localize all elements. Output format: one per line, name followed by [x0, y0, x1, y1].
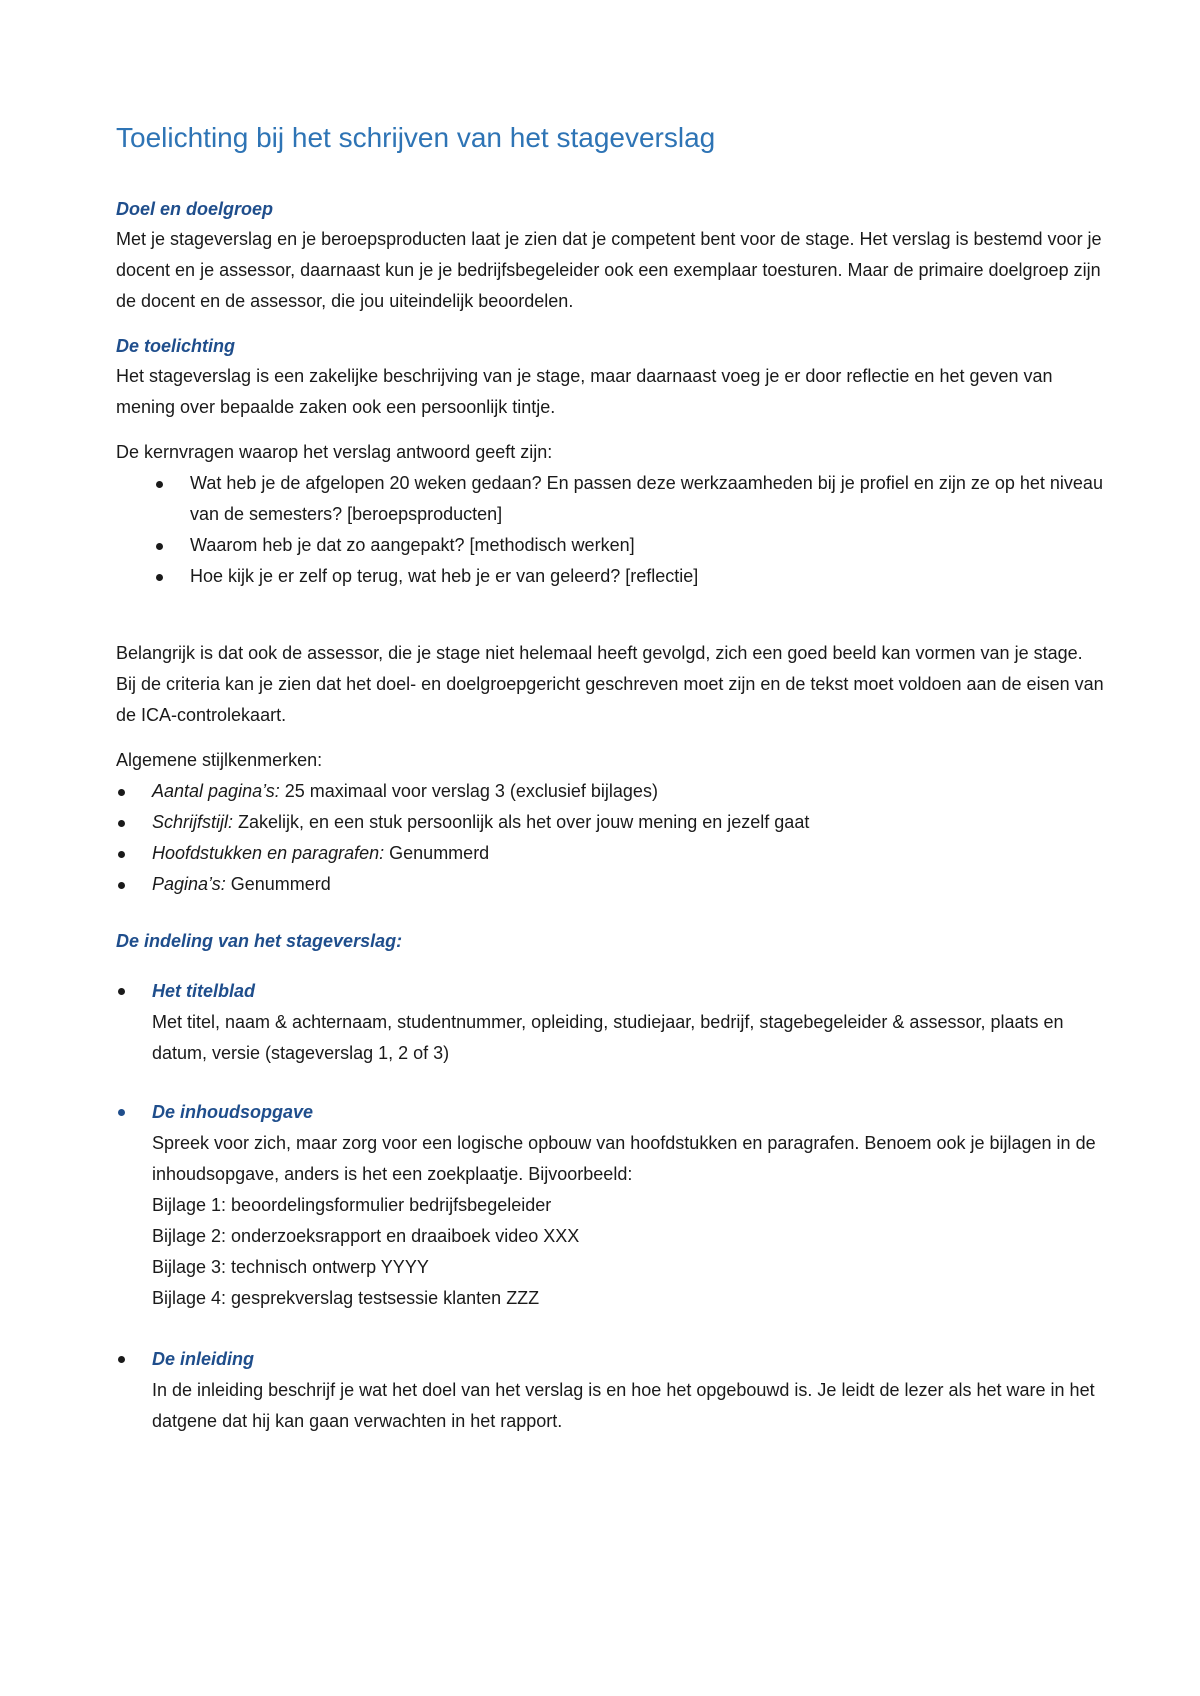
item-value: Genummerd — [384, 843, 490, 863]
section-titelblad — [116, 976, 1104, 1069]
stijl-intro: Algemene stijlkenmerken: — [116, 750, 323, 770]
item-label: Schrijfstijl: — [152, 812, 234, 832]
section-heading: De inleiding — [152, 1349, 255, 1369]
bullet-icon — [118, 1109, 125, 1116]
item-value: Zakelijk, en een stuk persoonlijk als het over jouw mening en jezelf gaat — [233, 812, 810, 832]
item-value: Genummerd — [225, 874, 331, 894]
section-text: Met titel, naam & achternaam, studentnummer, opleiding, studiejaar, bedrijf, stagebegeleider & assessor, plaats en datum, versie (stageverslag 1, 2 of 3) — [152, 1012, 1064, 1063]
section-text: In de inleiding beschrijf je wat het doel van het verslag is en hoe het opgebouwd is. Je leidt de lezer als het ware in het datgene dat hij kan gaan verwachten in het rapport. — [152, 1380, 1095, 1431]
list-item: Waarom heb je dat zo aangepakt? [methodisch werken] — [116, 530, 1104, 561]
list-item — [116, 869, 1104, 900]
section-inhoudsopgave — [116, 1097, 1104, 1314]
item-label: Aantal pagina’s: — [152, 781, 280, 801]
paragraph-toelichting: Het stageverslag is een zakelijke beschrijving van je stage, maar daarnaast voeg je er door reflectie en het geven van mening over bepaalde zaken ook een persoonlijk tintje. — [116, 366, 1053, 417]
heading-doel: Doel en doelgroep — [116, 199, 274, 219]
stijlkenmerken-list — [116, 776, 1104, 900]
bijlage-line: Bijlage 2: onderzoeksrapport en draaiboek video XXX — [152, 1226, 580, 1246]
section-text: Spreek voor zich, maar zorg voor een logische opbouw van hoofdstukken en paragrafen. Benoem ook je bijlagen in de inhoudsopgave, anders is het een zoekplaatje. Bijvoorbeeld: — [152, 1133, 1096, 1184]
paragraph-doel: Met je stageverslag en je beroepsproducten laat je zien dat je competent bent voor de stage. Het verslag is bestemd voor je docent en je assessor, daarnaast kun je je bedrijfsbegeleider ook een exemplaar toesturen. Maar de primaire doelgroep zijn de docent en de assessor, die jou uiteindelijk beoordelen. — [116, 229, 1102, 311]
list-item: Wat heb je de afgelopen 20 weken gedaan? En passen deze werkzaamheden bij je profiel en zijn ze op het niveau van de semesters? [beroepsproducten] — [116, 468, 1104, 530]
kernvragen-intro: De kernvragen waarop het verslag antwoord geeft zijn: — [116, 442, 553, 462]
paragraph-belangrijk: Belangrijk is dat ook de assessor, die je stage niet helemaal heeft gevolgd, zich een goed beeld kan vormen van je stage. Bij de criteria kan je zien dat het doel- en doelgroepgericht geschreven moet zijn en de tekst moet voldoen aan de eisen van de ICA-controlekaart. — [116, 643, 1104, 725]
section-heading: Het titelblad — [152, 981, 256, 1001]
bijlage-line: Bijlage 4: gesprekverslag testsessie klanten ZZZ — [152, 1288, 540, 1308]
list-item: Hoe kijk je er zelf op terug, wat heb je er van geleerd? [reflectie] — [116, 561, 1104, 592]
heading-indeling: De indeling van het stageverslag: — [116, 931, 403, 951]
bijlage-line: Bijlage 1: beoordelingsformulier bedrijfsbegeleider — [152, 1195, 552, 1215]
list-item — [116, 807, 1104, 838]
bijlage-line: Bijlage 3: technisch ontwerp YYYY — [152, 1257, 429, 1277]
item-value: 25 maximaal voor verslag 3 (exclusief bijlages) — [279, 781, 658, 801]
heading-toelichting: De toelichting — [116, 336, 236, 356]
bullet-icon — [118, 988, 125, 995]
document-title: Toelichting bij het schrijven van het stageverslag — [116, 122, 716, 153]
section-inleiding — [116, 1344, 1104, 1437]
item-label: Hoofdstukken en paragrafen: — [152, 843, 385, 863]
bullet-icon — [118, 1356, 125, 1363]
list-item — [116, 776, 1104, 807]
list-item — [116, 838, 1104, 869]
kernvragen-list — [116, 468, 1104, 592]
section-heading: De inhoudsopgave — [152, 1102, 314, 1122]
item-label: Pagina’s: — [152, 874, 226, 894]
